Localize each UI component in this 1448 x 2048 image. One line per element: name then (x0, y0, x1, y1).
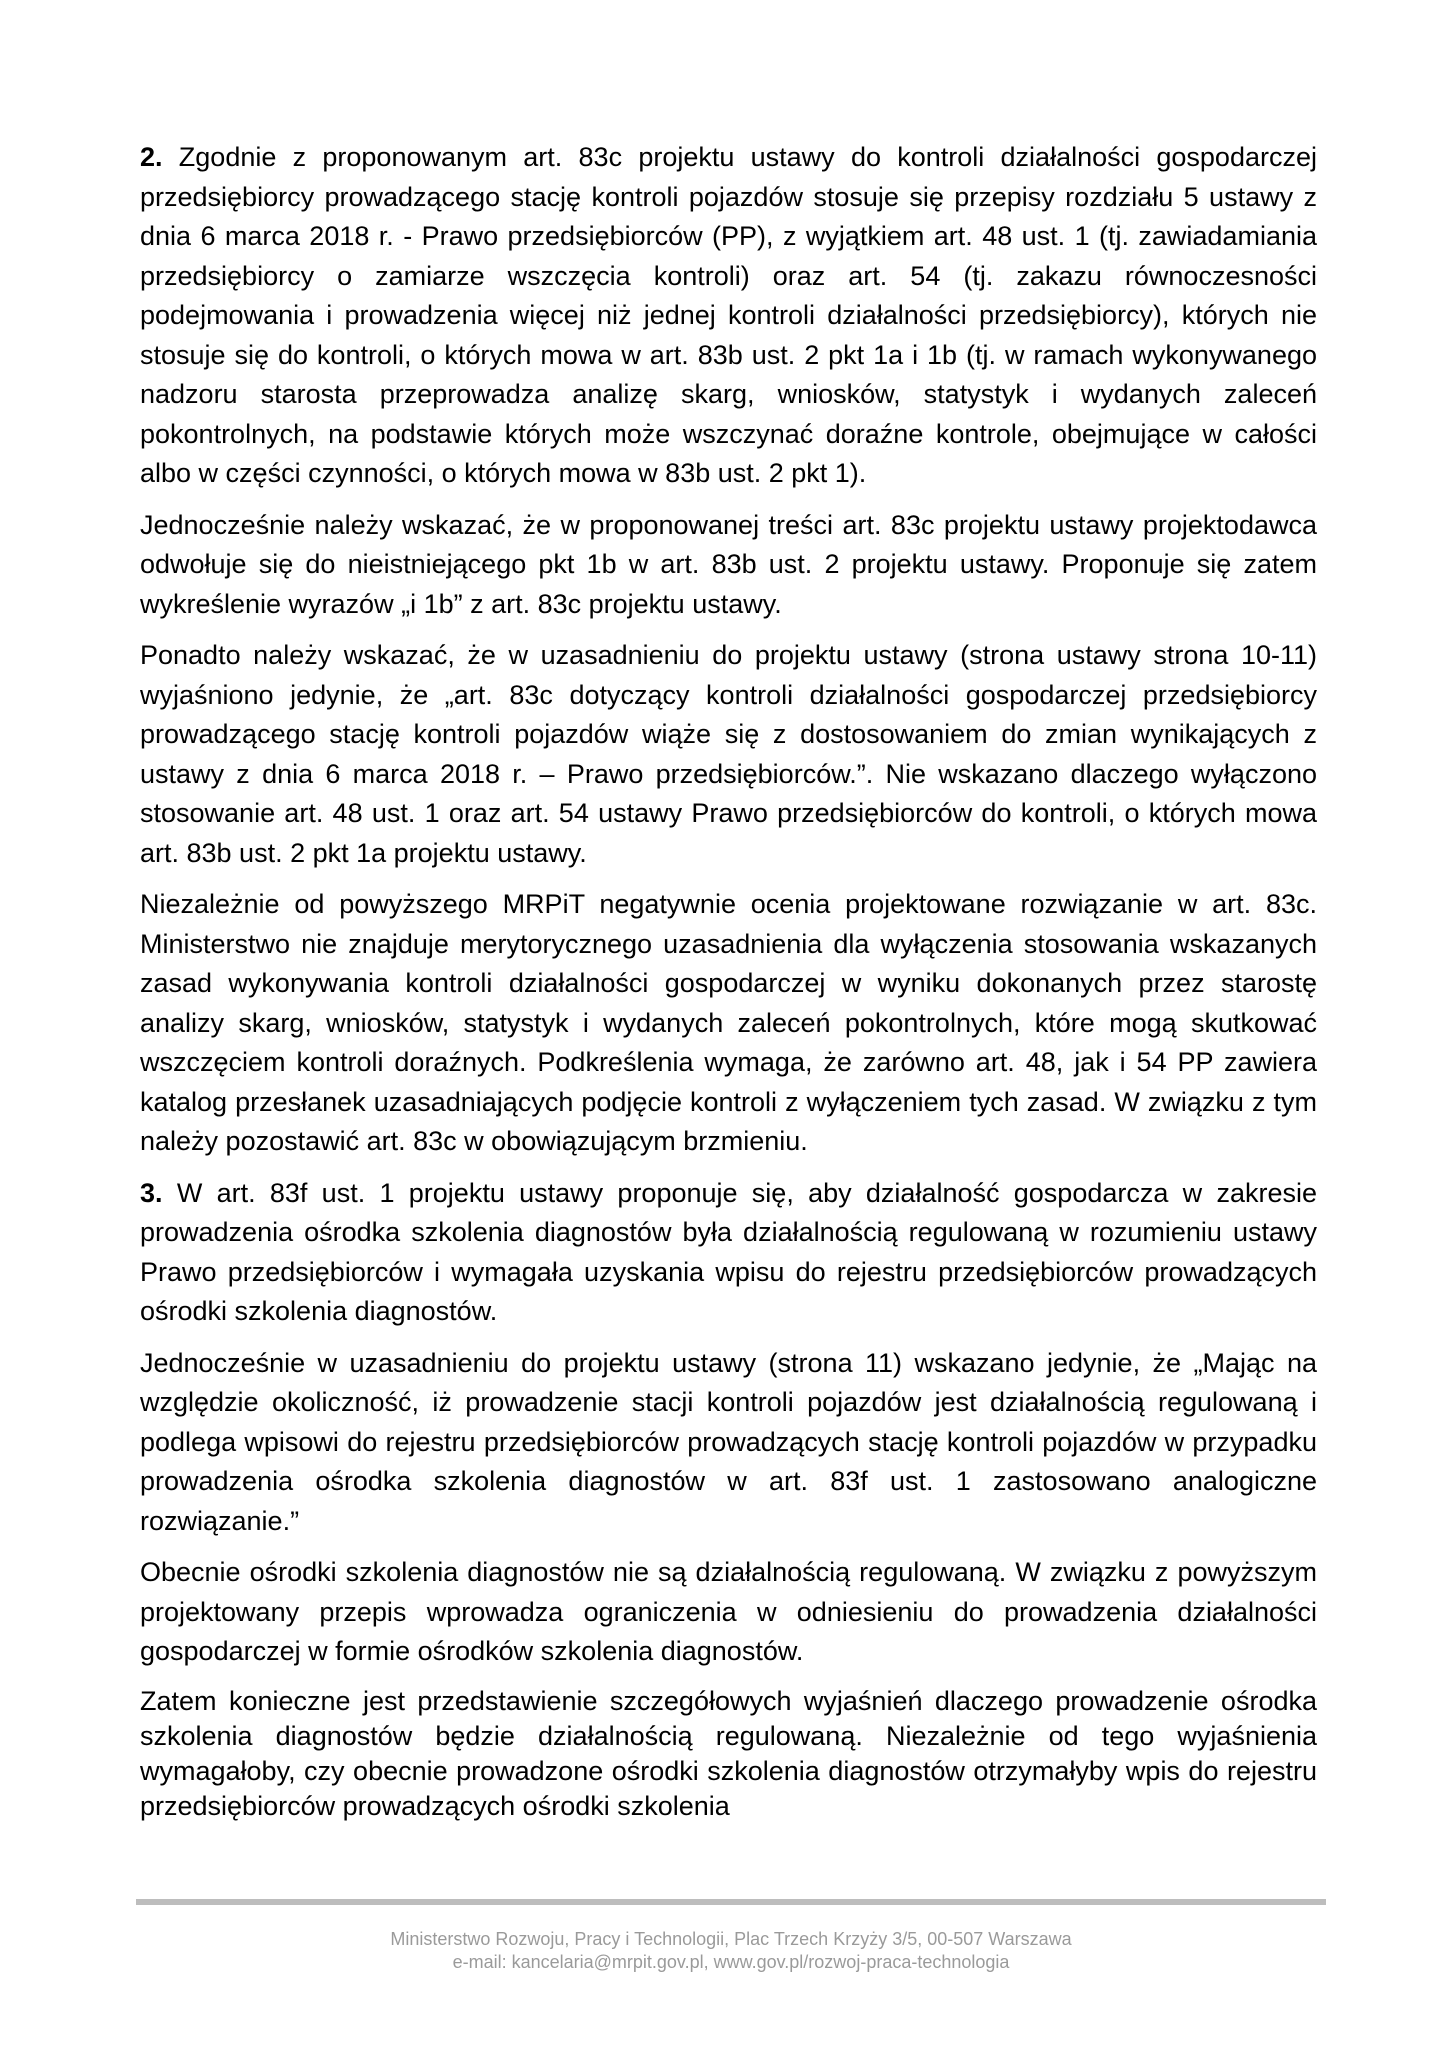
footer-address: Ministerstwo Rozwoju, Pracy i Technologii, Plac Trzech Krzyży 3/5, 00-507 Warszawa (390, 1929, 1072, 1949)
paragraph-text: Zgodnie z proponowanym art. 83c projektu ustawy do kontroli działalności gospodarczej przedsiębiorcy prowadzącego stację kontroli pojazdów stosuje się przepisy rozdziału 5 ustawy z dnia 6 marca 2018 r. - Prawo przedsiębiorców (PP), z wyjątkiem art. 48 ust. 1 (tj. zawiadamiania przedsiębiorcy o zamiarze wszczęcia kontroli) oraz art. 54 (tj. zakazu równoczesności podejmowania i prowadzenia więcej niż jednej kontroli działalności przedsiębiorcy), których nie stosuje się do kontroli, o których mowa w art. 83b ust. 2 pkt 1a i 1b (tj. w ramach wykonywanego nadzoru starosta przeprowadza analizę skarg, wniosków, statystyk i wydanych zaleceń pokontrolnych, na podstawie których może wszczynać doraźne kontrole, obejmujące w całości albo w części czynności, o których mowa w 83b ust. 2 pkt 1). (140, 142, 1317, 488)
paragraph (140, 506, 1317, 625)
paragraph-text: Zatem konieczne jest przedstawienie szczegółowych wyjaśnień dlaczego prowadzenie ośrodka szkolenia diagnostów będzie działalnością regulowaną. Niezależnie od tego wyjaśnienia wymagałoby, czy obecnie prowadzone ośrodki szkolenia diagnostów otrzymałyby wpis do rejestru przedsiębiorców prowadzących ośrodki szkolenia (140, 1685, 1317, 1821)
paragraph (140, 885, 1317, 1162)
paragraph-text: Niezależnie od powyższego MRPiT negatywnie ocenia projektowane rozwiązanie w art. 83c. Ministerstwo nie znajduje merytorycznego uzasadnienia dla wyłączenia stosowania wskazanych zasad wykonywania kontroli działalności gospodarczej w wyniku dokonanych przez starostę analizy skarg, wniosków, statystyk i wydanych zaleceń pokontrolnych, które mogą skutkować wszczęciem kontroli doraźnych. Podkreślenia wymaga, że zarówno art. 48, jak i 54 PP zawiera katalog przesłanek uzasadniających podjęcie kontroli z wyłączeniem tych zasad. W związku z tym należy pozostawić art. 83c w obowiązującym brzmieniu. (140, 889, 1317, 1156)
paragraph (140, 1553, 1317, 1672)
footer-contact: e-mail: kancelaria@mrpit.gov.pl, www.gov.pl/rozwoj-praca-technologia (452, 1952, 1010, 1972)
paragraph-3 (140, 1174, 1317, 1332)
paragraph-2 (140, 138, 1317, 494)
paragraph-text: Jednocześnie w uzasadnieniu do projektu ustawy (strona 11) wskazano jedynie, że „Mając na względzie okoliczność, iż prowadzenie stacji kontroli pojazdów jest działalnością regulowaną i podlega wpisowi do rejestru przedsiębiorców prowadzących stację kontroli pojazdów w przypadku prowadzenia ośrodka szkolenia diagnostów w art. 83f ust. 1 zastosowano analogiczne rozwiązanie.” (140, 1347, 1317, 1536)
paragraph (140, 1344, 1317, 1542)
paragraph-text: W art. 83f ust. 1 projektu ustawy proponuje się, aby działalność gospodarcza w zakresie prowadzenia ośrodka szkolenia diagnostów była działalnością regulowaną w rozumieniu ustawy Prawo przedsiębiorców i wymagała uzyskania wpisu do rejestru przedsiębiorców prowadzących ośrodki szkolenia diagnostów. (140, 1177, 1317, 1326)
paragraph-number: 2. (140, 142, 163, 172)
footer-divider (136, 1899, 1326, 1905)
paragraph-text: Ponadto należy wskazać, że w uzasadnieniu do projektu ustawy (strona ustawy strona 10-11) wyjaśniono jedynie, że „art. 83c dotyczący kontroli działalności gospodarczej przedsiębiorcy prowadzącego stację kontroli pojazdów wiąże się z dostosowaniem do zmian wynikających z ustawy z dnia 6 marca 2018 r. – Prawo przedsiębiorców.”. Nie wskazano dlaczego wyłączono stosowanie art. 48 ust. 1 oraz art. 54 ustawy Prawo przedsiębiorców do kontroli, o których mowa art. 83b ust. 2 pkt 1a projektu ustawy. (140, 640, 1317, 868)
document-body (140, 138, 1317, 1836)
paragraph (140, 1684, 1317, 1824)
paragraph-number: 3. (140, 1177, 163, 1208)
page-footer (136, 1928, 1326, 1974)
paragraph (140, 636, 1317, 873)
paragraph-text: Obecnie ośrodki szkolenia diagnostów nie są działalnością regulowaną. W związku z powyższym projektowany przepis wprowadza ograniczenia w odniesieniu do prowadzenia działalności gospodarczej w formie ośrodków szkolenia diagnostów. (140, 1557, 1317, 1666)
paragraph-text: Jednocześnie należy wskazać, że w proponowanej treści art. 83c projektu ustawy projektodawca odwołuje się do nieistniejącego pkt 1b w art. 83b ust. 2 projektu ustawy. Proponuje się zatem wykreślenie wyrazów „i 1b” z art. 83c projektu ustawy. (140, 509, 1317, 619)
